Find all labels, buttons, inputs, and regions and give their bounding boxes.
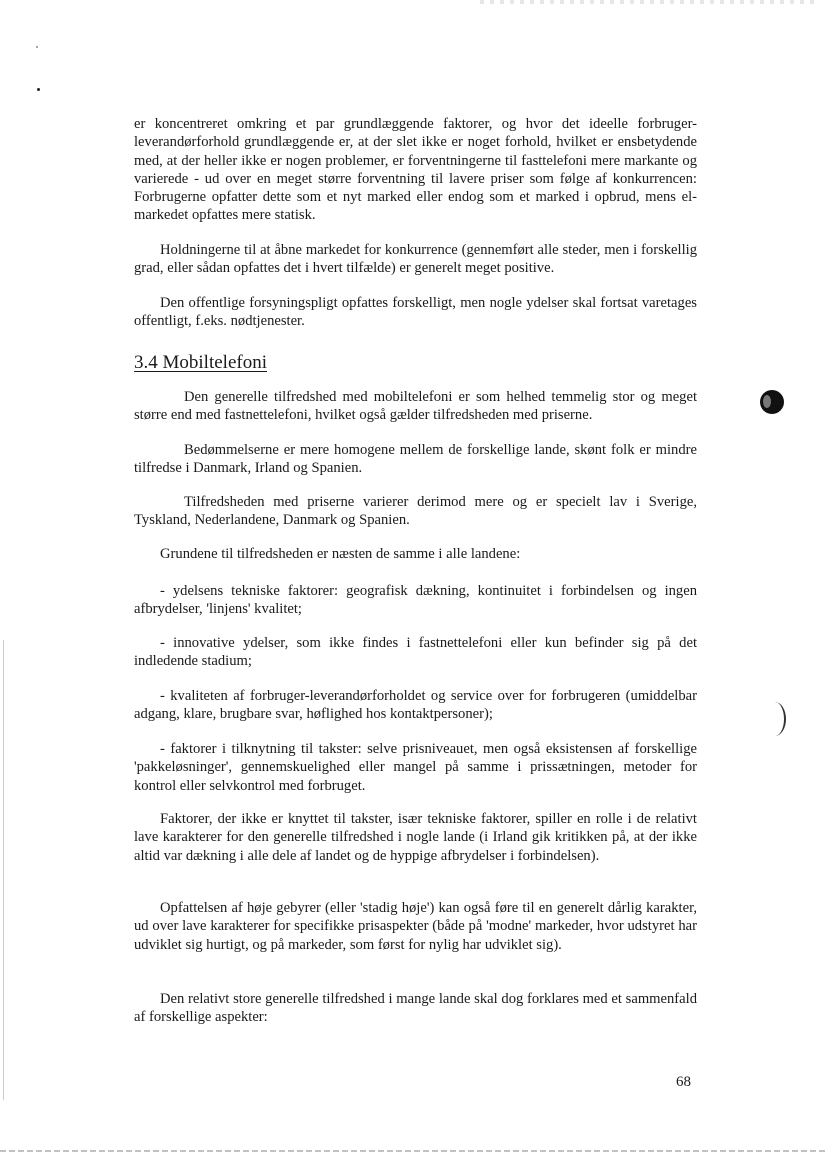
punch-hole-mark bbox=[760, 390, 784, 414]
paragraph-8: Faktorer, der ikke er knyttet til takster, især tekniske faktorer, spiller en rolle i de relativt lave karakterer for den generelle tilfredshed i nogle lande (i Irland gik kritikken på, at der ikke altid var dækning i alle dele af landet og de hyppige afbrydelser i forbindelsen). bbox=[134, 811, 697, 864]
section-heading: 3.4 Mobiltelefoni bbox=[134, 352, 267, 373]
paragraph-3: Den offentlige forsyningspligt opfattes forskelligt, men nogle ydelser skal fortsat varetages offentligt, f.eks. nødtjenester. bbox=[134, 295, 697, 330]
scan-artifact-left bbox=[3, 640, 4, 1100]
list-item-2: - innovative ydelser, som ikke findes i fastnettelefoni eller kun befinder sig på det indledende stadium; bbox=[134, 635, 697, 670]
scan-artifact-top bbox=[480, 0, 820, 4]
paragraph-1: er koncentreret omkring et par grundlæggende faktorer, og hvor det ideelle forbruger-leverandørforhold grundlæggende er, at der slet ikke er noget forhold, hvilket er ensbetydende med, at der heller ikke er nogen problemer, er forventningerne til fasttelefoni mere markante og varierede - ud over en meget større forventning til lavere priser som følge af konkurrencen: Forbrugerne opfatter dette som et nyt marked eller endog som et marked i opbrud, mens el-markedet opfattes mere statisk. bbox=[134, 116, 697, 224]
list-item-3: - kvaliteten af forbruger-leverandørforholdet og service over for forbrugeren (umiddelbar adgang, klare, brugbare svar, høflighed hos kontaktpersoner); bbox=[134, 688, 697, 723]
list-item-4: - faktorer i tilknytning til takster: selve prisniveauet, men også eksistensen af forskellige 'pakkeløsninger', gennemskuelighed eller mangel på samme i prissætningen, metoder for kontrol eller selvkontrol med forbruget. bbox=[134, 741, 697, 794]
paragraph-6: Tilfredsheden med priserne varierer derimod mere og er specielt lav i Sverige, Tyskland, Nederlandene, Danmark og Spanien. bbox=[134, 494, 697, 529]
scan-artifact-bottom bbox=[0, 1150, 827, 1152]
paragraph-7: Grundene til tilfredsheden er næsten de samme i alle landene: bbox=[160, 546, 521, 562]
paragraph-9: Opfattelsen af høje gebyrer (eller 'stadig høje') kan også føre til en generelt dårlig karakter, ud over lave karakterer for specifikke prisaspekter (både på 'modne' markeder, hvor udstyret har udviklet sig hurtigt, og på markeder, som først for nylig har udviklet sig). bbox=[134, 900, 697, 953]
scan-curl-mark bbox=[764, 702, 786, 736]
scan-speck bbox=[37, 88, 40, 91]
paragraph-4: Den generelle tilfredshed med mobiltelefoni er som helhed temmelig stor og meget større end med fastnettelefoni, hvilket også gælder tilfredsheden med priserne. bbox=[134, 389, 697, 424]
paragraph-2: Holdningerne til at åbne markedet for konkurrence (gennemført alle steder, men i forskellig grad, eller sådan opfattes det i hvert tilfælde) er generelt meget positive. bbox=[134, 242, 697, 277]
paragraph-10: Den relativt store generelle tilfredshed i mange lande skal dog forklares med et sammenfald af forskellige aspekter: bbox=[134, 991, 697, 1026]
scan-speck bbox=[36, 46, 38, 48]
list-item-1: - ydelsens tekniske faktorer: geografisk dækning, kontinuitet i forbindelsen og ingen afbrydelser, 'linjens' kvalitet; bbox=[134, 583, 697, 618]
page-number: 68 bbox=[676, 1074, 691, 1090]
paragraph-5: Bedømmelserne er mere homogene mellem de forskellige lande, skønt folk er mindre tilfredse i Danmark, Irland og Spanien. bbox=[134, 442, 697, 477]
